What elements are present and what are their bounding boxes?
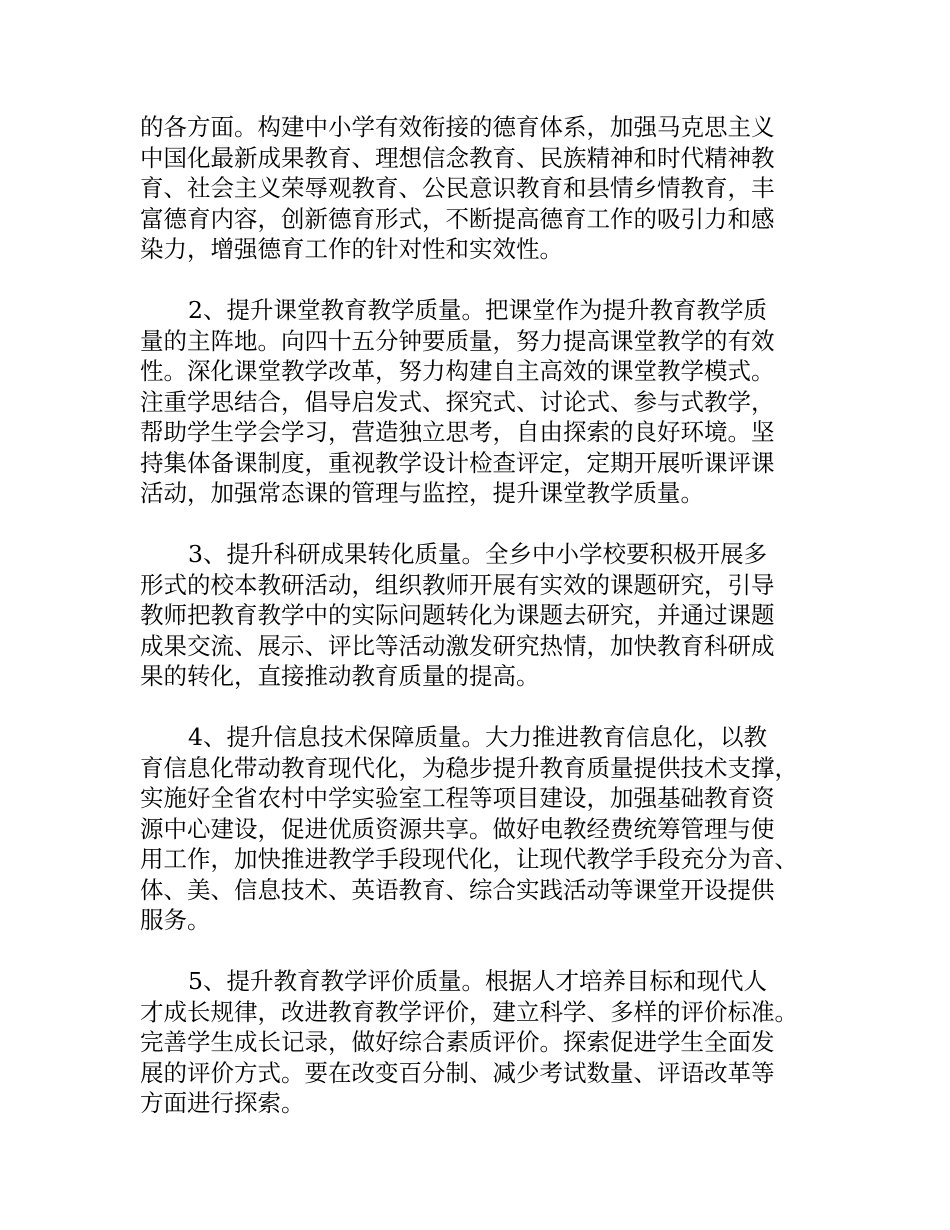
text-line: 育信息化带动教育现代化，为稳步提升教育质量提供技术支撑， bbox=[140, 753, 798, 782]
text-line: 形式的校本教研活动，组织教师开展有实效的课题研究，引导 bbox=[140, 570, 775, 599]
text-line: 富德育内容，创新德育形式，不断提高德育工作的吸引力和感 bbox=[140, 204, 775, 233]
paragraph-evaluation-quality bbox=[140, 966, 820, 1119]
text-line: 教师把教育教学中的实际问题转化为课题去研究，并通过课题 bbox=[140, 601, 775, 629]
text-line: 完善学生成长记录，做好综合素质评价。探索促进学生全面发 bbox=[140, 1028, 775, 1056]
text-line: 3、提升科研成果转化质量。全乡中小学校要积极开展多 bbox=[188, 540, 767, 568]
text-line: 活动，加强常态课的管理与监控，提升课堂教学质量。 bbox=[140, 479, 704, 507]
text-line: 2、提升课堂教育教学质量。把课堂作为提升教育教学质 bbox=[188, 296, 767, 324]
text-line: 的各方面。构建中小学有效衔接的德育体系，加强马克思主义 bbox=[140, 113, 775, 141]
paragraph-classroom-quality bbox=[140, 295, 820, 509]
text-line: 帮助学生学会学习，营造独立思考，自由探索的良好环境。坚 bbox=[140, 418, 775, 446]
paragraph-research-quality bbox=[140, 539, 820, 692]
text-line: 性。深化课堂教学改革，努力构建自主高效的课堂教学模式。 bbox=[140, 357, 775, 385]
text-line: 果的转化，直接推动教育质量的提高。 bbox=[140, 662, 540, 690]
paragraph-it-support-quality bbox=[140, 722, 820, 936]
text-line: 体、美、信息技术、英语教育、综合实践活动等课堂开设提供 bbox=[140, 875, 775, 904]
text-line: 量的主阵地。向四十五分钟要质量，努力提高课堂教学的有效 bbox=[140, 326, 775, 355]
text-line: 方面进行探索。 bbox=[140, 1089, 305, 1117]
text-line: 中国化最新成果教育、理想信念教育、民族精神和时代精神教 bbox=[140, 143, 775, 172]
text-line: 注重学思结合，倡导启发式、探究式、讨论式、参与式教学， bbox=[140, 387, 775, 416]
text-line: 源中心建设，促进优质资源共享。做好电教经费统筹管理与使 bbox=[140, 814, 775, 843]
text-line: 才成长规律，改进教育教学评价，建立科学、多样的评价标准。 bbox=[140, 997, 798, 1026]
text-line: 育、社会主义荣辱观教育、公民意识教育和县情乡情教育，丰 bbox=[140, 174, 775, 202]
text-line: 5、提升教育教学评价质量。根据人才培养目标和现代人 bbox=[188, 967, 767, 995]
paragraph-moral-education bbox=[140, 112, 820, 265]
text-line: 服务。 bbox=[140, 906, 211, 934]
text-line: 实施好全省农村中学实验室工程等项目建设，加强基础教育资 bbox=[140, 784, 775, 812]
text-line: 持集体备课制度，重视教学设计检查评定，定期开展听课评课 bbox=[140, 448, 775, 477]
text-line: 4、提升信息技术保障质量。大力推进教育信息化，以教 bbox=[188, 723, 767, 751]
text-line: 成果交流、展示、评比等活动激发研究热情，加快教育科研成 bbox=[140, 631, 775, 660]
document-body bbox=[140, 112, 820, 1149]
text-line: 用工作，加快推进教学手段现代化，让现代教学手段充分为音、 bbox=[140, 845, 798, 873]
text-line: 染力，增强德育工作的针对性和实效性。 bbox=[140, 235, 563, 263]
text-line: 展的评价方式。要在改变百分制、减少考试数量、评语改革等 bbox=[140, 1058, 775, 1087]
